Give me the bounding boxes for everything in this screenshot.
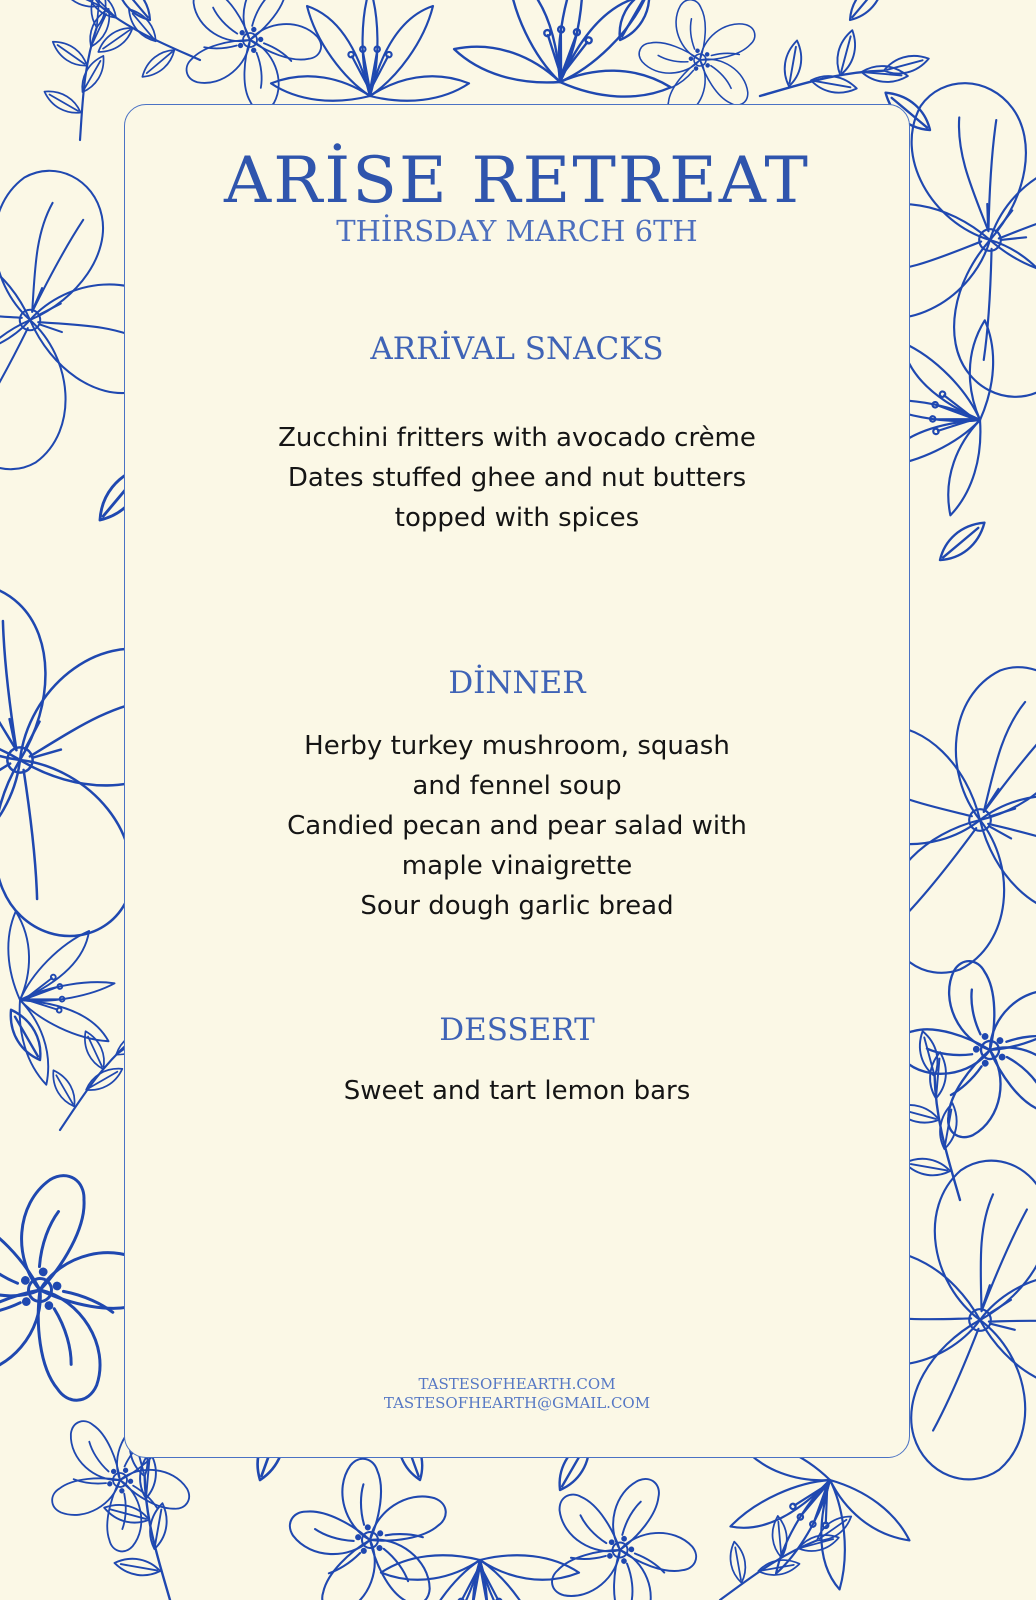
section-title-arrival-snacks: ARRİVAL SNACKS (370, 331, 664, 367)
menu-item: maple vinaigrette (401, 851, 633, 881)
event-title: ARİSE RETREAT (224, 144, 810, 218)
section-items-dessert (125, 1071, 909, 1111)
section-items-arrival-snacks (125, 418, 909, 538)
website-link[interactable]: TASTESOFHEARTH.COM (418, 1375, 616, 1393)
menu-item: and fennel soup (412, 771, 622, 801)
menu-item: Zucchini fritters with avocado crème (278, 423, 756, 453)
section-items-dinner (125, 726, 909, 926)
event-date: THİRSDAY MARCH 6TH (336, 214, 698, 248)
email-link[interactable]: TASTESOFHEARTH@GMAIL.COM (383, 1394, 651, 1412)
menu-item: Candied pecan and pear salad with (287, 811, 747, 841)
menu-card (124, 104, 910, 1458)
section-title-dessert: DESSERT (439, 1012, 595, 1048)
menu-item: Herby turkey mushroom, squash (304, 731, 730, 761)
section-title-dinner: DİNNER (448, 665, 586, 701)
menu-item: Sweet and tart lemon bars (343, 1076, 691, 1106)
menu-item: Dates stuffed ghee and nut butters (287, 463, 747, 493)
menu-item: Sour dough garlic bread (360, 891, 674, 921)
footer (125, 1375, 909, 1413)
menu-item: topped with spices (394, 503, 640, 533)
